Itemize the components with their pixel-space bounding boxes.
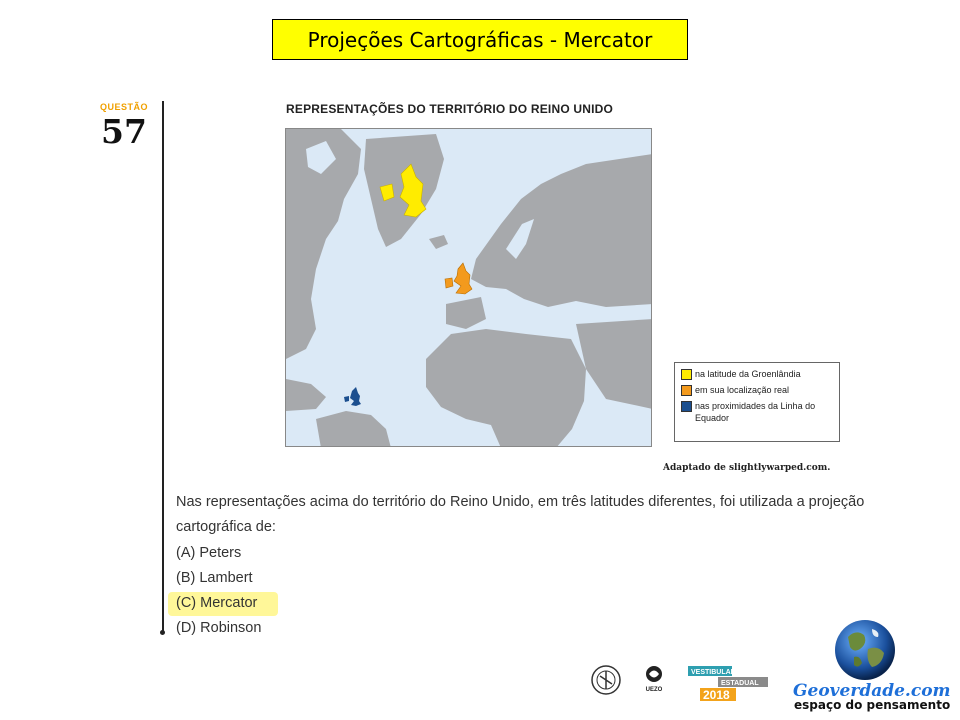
question-label: QUESTÃO (100, 102, 149, 112)
uezo-logo-text: UEZO (645, 687, 663, 693)
option-d: (D) Robinson (176, 620, 262, 636)
atlantic-map (286, 129, 652, 447)
answer-options (176, 541, 261, 641)
brand-tagline: espaço do pensamento (794, 698, 951, 712)
divider-dot (160, 630, 165, 635)
vestibular-line2: ESTADUAL (721, 680, 759, 687)
legend-item (681, 384, 833, 396)
map-source: Adaptado de slightlywarped.com. (663, 463, 831, 473)
question-text: Nas representações acima do território do Reino Unido, em três latitudes diferentes, foi utilizada a projeção cartográfica de: (176, 494, 865, 535)
map-title: REPRESENTAÇÕES DO TERRITÓRIO DO REINO UNIDO (286, 102, 614, 116)
legend-label: na latitude da Groenlândia (695, 369, 801, 379)
option-b: (B) Lambert (176, 570, 253, 586)
map-image (285, 128, 652, 447)
legend-item (681, 368, 833, 380)
legend-swatch-yellow (681, 369, 692, 380)
earth-globe-icon (834, 619, 896, 681)
slide-title: Projeções Cartográficas - Mercator (272, 19, 688, 60)
legend-label: nas proximidades da Linha do Equador (695, 401, 816, 423)
uezo-mark-icon (644, 664, 664, 684)
legend-swatch-blue (681, 401, 692, 412)
ireland-real-location (445, 278, 453, 288)
divider-line (162, 101, 164, 634)
question-number: 57 (101, 112, 147, 151)
legend-swatch-orange (681, 385, 692, 396)
legend-label: em sua localização real (695, 385, 790, 395)
brand-name: Geoverdade.com (793, 681, 951, 701)
vestibular-year: 2018 (703, 688, 730, 702)
map-legend (674, 362, 840, 442)
vestibular-line1: VESTIBULAR (691, 669, 736, 676)
option-c: (C) Mercator (176, 595, 258, 611)
legend-item (681, 400, 833, 424)
university-seal-logo (590, 664, 622, 696)
option-a: (A) Peters (176, 545, 242, 561)
uezo-logo (640, 664, 668, 700)
vestibular-badge (688, 666, 768, 702)
